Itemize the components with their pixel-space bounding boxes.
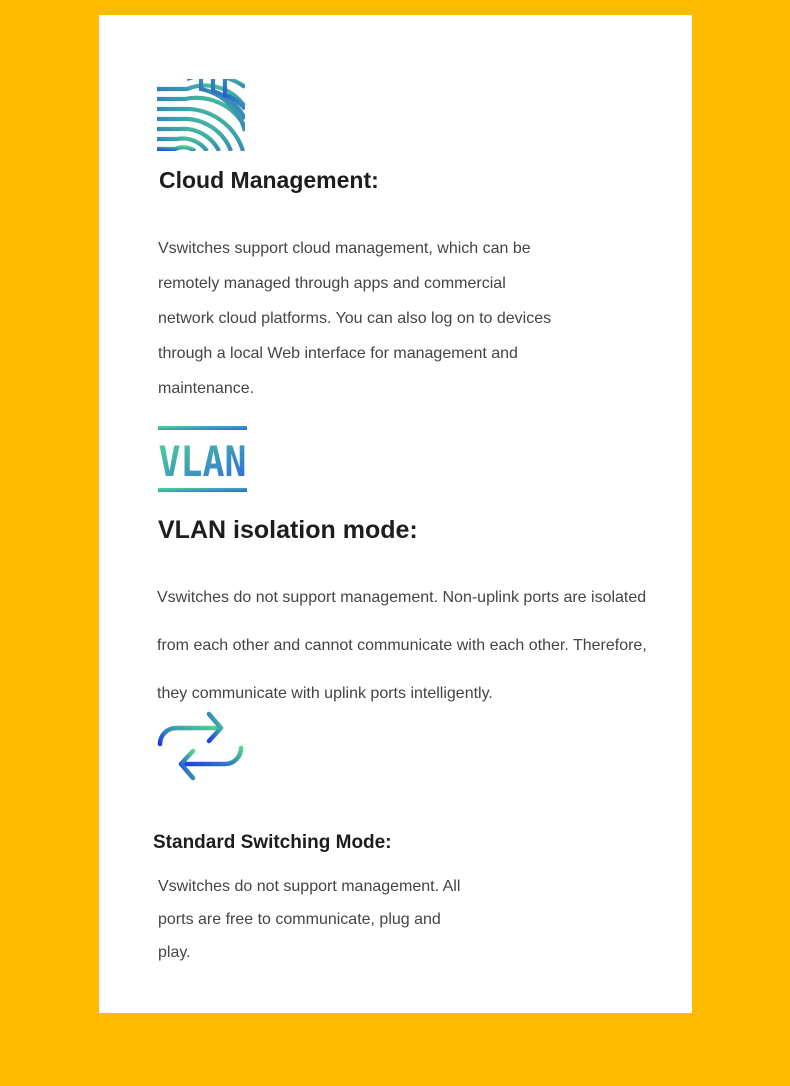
section-title: Standard Switching Mode: — [153, 832, 392, 853]
section-description — [158, 870, 460, 969]
description-line: remotely managed through apps and commercial — [158, 275, 506, 292]
content-card — [99, 15, 692, 1013]
description-line: Vswitches support cloud management, which can be — [158, 240, 531, 257]
description-line: maintenance. — [158, 380, 255, 397]
section-title: Cloud Management: — [159, 167, 379, 193]
vlan-icon — [158, 426, 248, 492]
description-line: ports are free to communicate, plug and — [158, 911, 441, 928]
section-description — [158, 231, 551, 406]
description-line: Vswitches do not support management. All — [158, 878, 461, 895]
description-line: Vswitches do not support management. Non-uplink ports are isolated — [157, 589, 647, 606]
swap-arrows-icon — [157, 710, 245, 782]
vlan-icon-text: VLAN — [158, 437, 247, 486]
section-title: VLAN isolation mode: — [158, 516, 418, 544]
description-line: play. — [158, 944, 191, 961]
section-description — [157, 574, 647, 718]
description-line: from each other and cannot communicate with each other. Therefore, — [157, 637, 647, 654]
cloud-signal-arcs-icon — [157, 79, 245, 151]
description-line: network cloud platforms. You can also log on to devices — [158, 310, 552, 327]
description-line: through a local Web interface for management and — [158, 345, 518, 362]
description-line: they communicate with uplink ports intelligently. — [157, 685, 493, 702]
